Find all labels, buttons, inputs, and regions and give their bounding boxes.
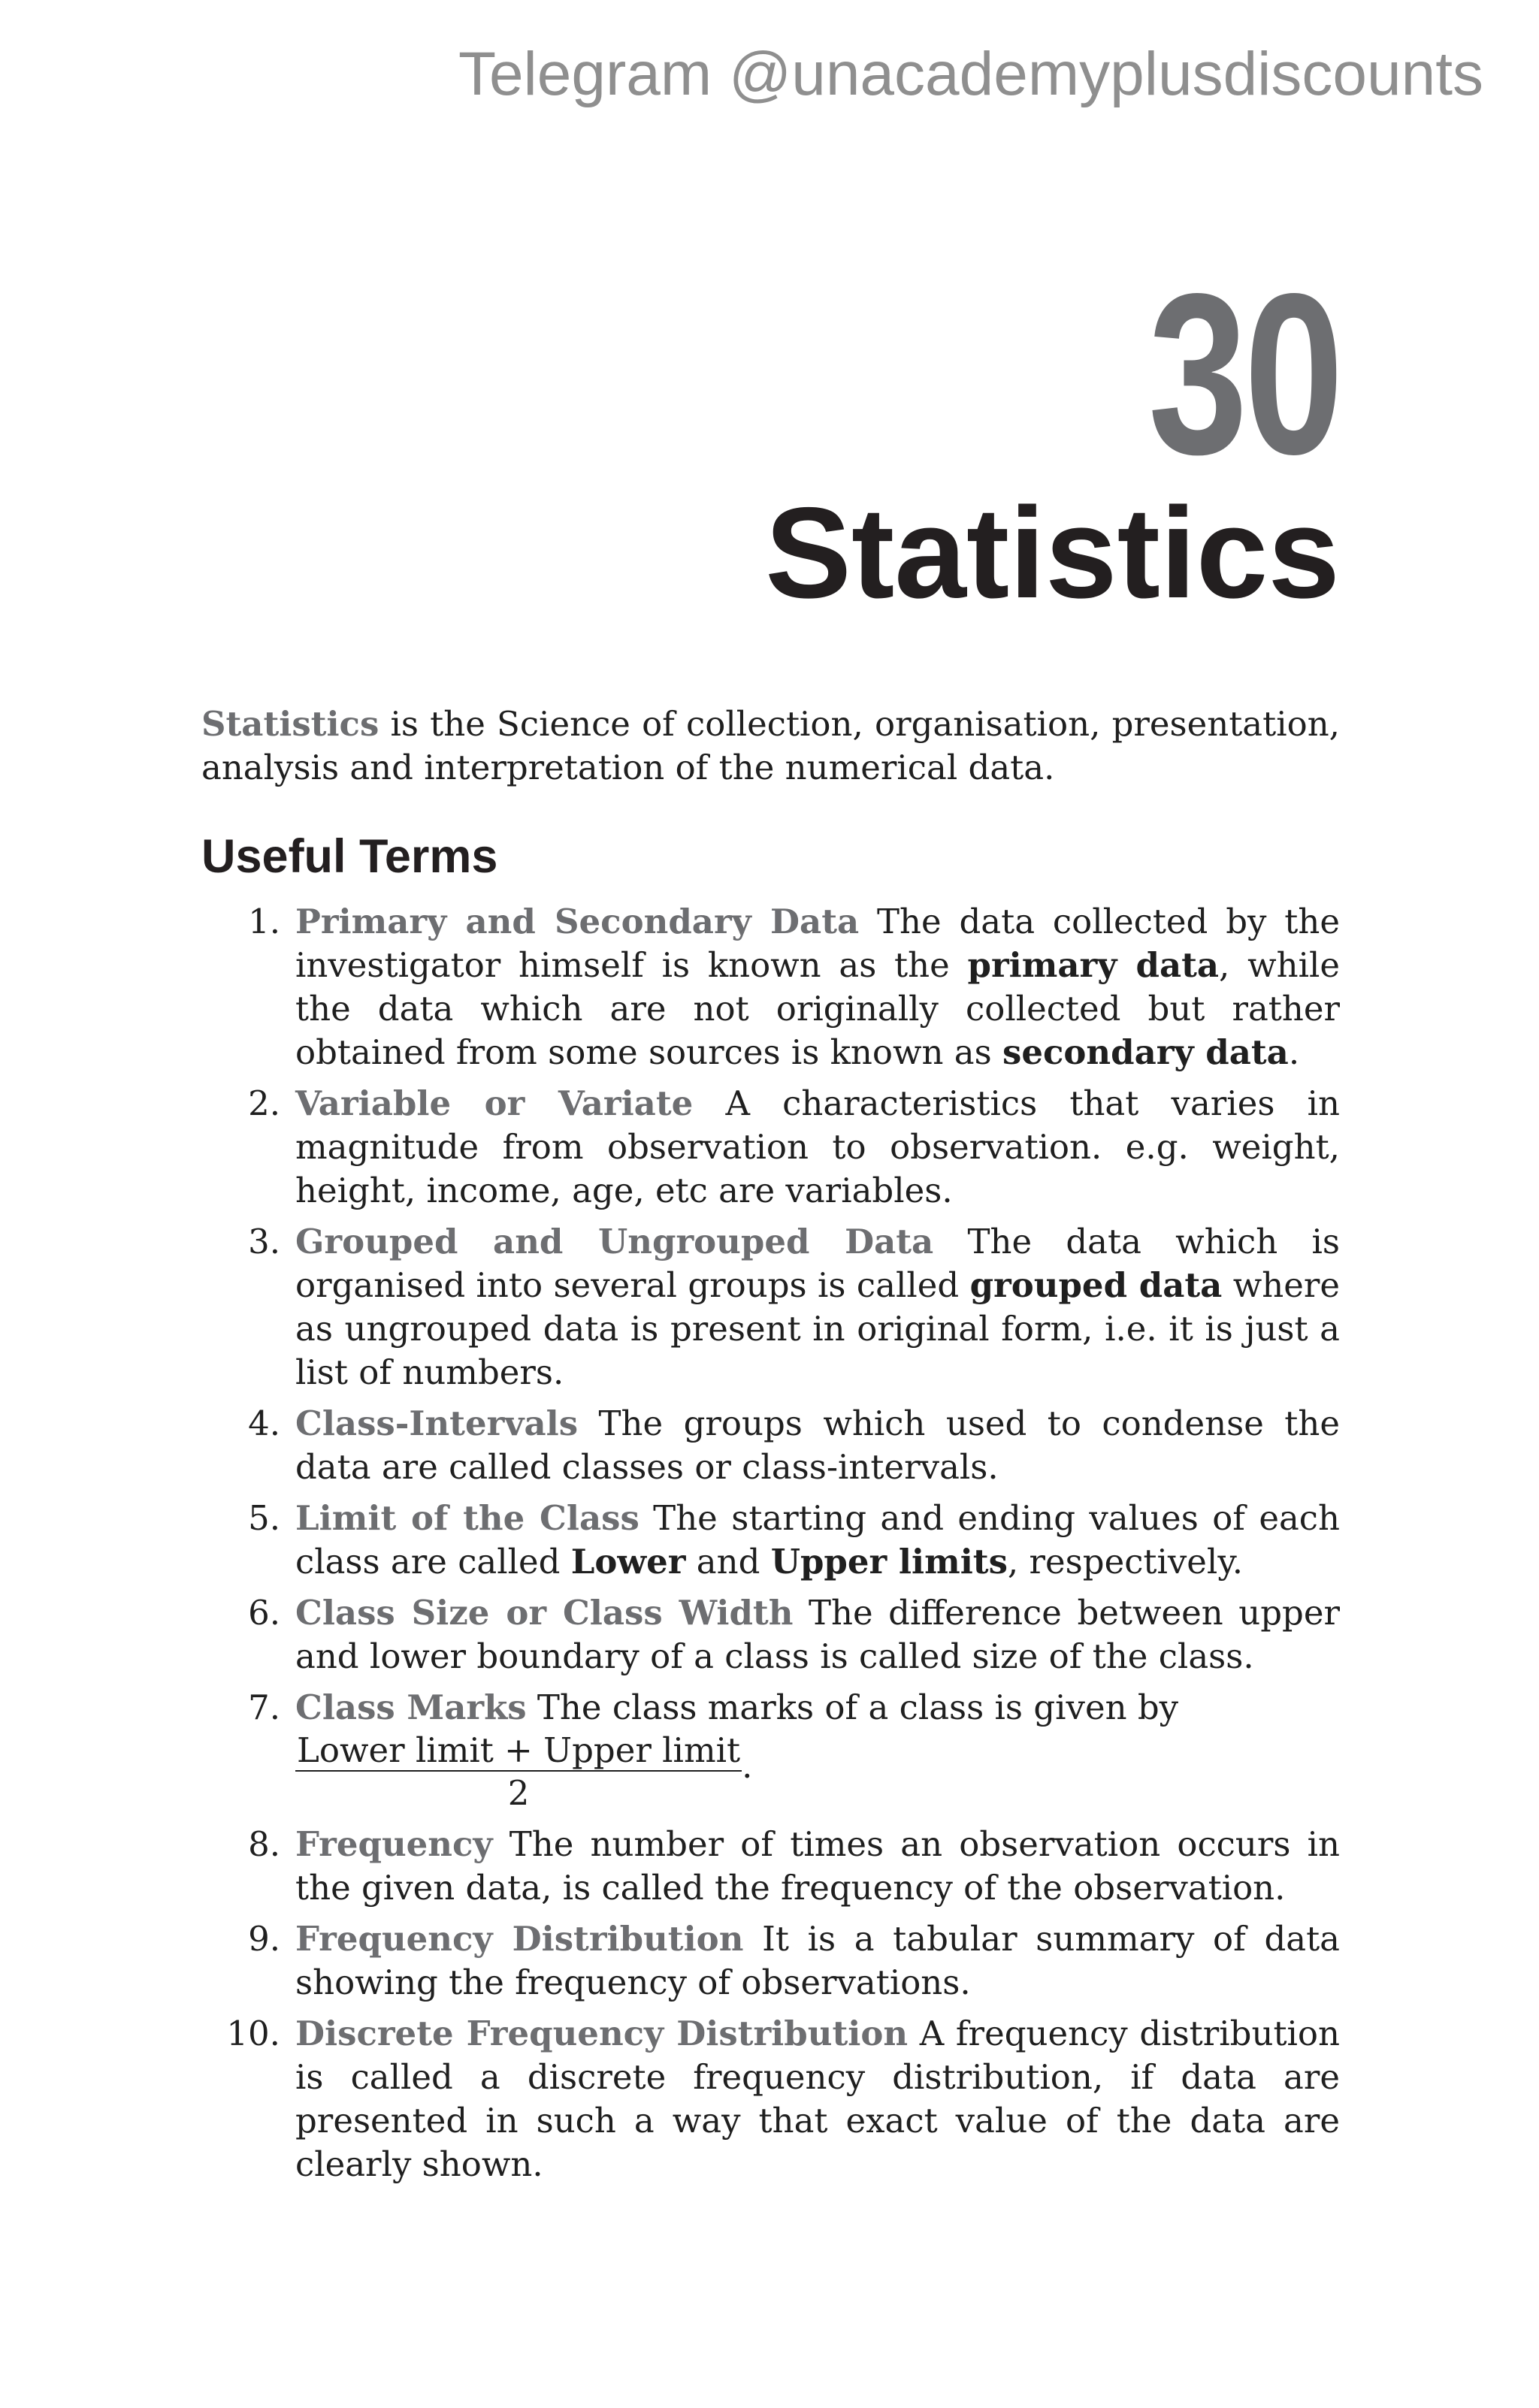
fraction-numerator: Lower limit + Upper limit (297, 1730, 741, 1770)
item-bold-text: primary data (967, 945, 1220, 985)
list-item (201, 1220, 1340, 1394)
item-term: Frequency Distribution (295, 1919, 744, 1959)
item-term: Variable or Variate (295, 1083, 694, 1123)
item-text: and (685, 1542, 771, 1582)
item-bold-text: secondary data (1002, 1032, 1289, 1072)
watermark: Telegram @unacademyplusdiscounts (458, 40, 1483, 108)
chapter-title: Statistics (765, 481, 1340, 625)
item-number: 1. (248, 902, 280, 941)
list-item (201, 1497, 1340, 1584)
item-bold-text: Lower (570, 1542, 686, 1582)
item-text: The number of times an observation occurs in the given data, is called the frequency of the observation. (295, 1824, 1340, 1908)
item-number: 8. (248, 1824, 280, 1864)
item-text: The class marks of a class is given by (526, 1687, 1179, 1727)
item-text: , respectively. (1007, 1542, 1244, 1582)
item-term: Grouped and Ungrouped Data (295, 1222, 934, 1261)
item-term: Class Marks (295, 1687, 527, 1727)
item-number: 5. (248, 1498, 280, 1538)
item-text: The difference between upper and lower boundary of a class is called size of the class. (295, 1593, 1341, 1676)
list-item (201, 1917, 1340, 2005)
item-term: Frequency (295, 1824, 493, 1864)
item-number: 3. (248, 1222, 280, 1261)
item-number: 9. (248, 1919, 280, 1959)
page-content (201, 702, 1340, 2194)
list-item (201, 2012, 1340, 2186)
item-text: , while the data which are not originally collected but rather obtained from some sources is known as (295, 945, 1340, 1072)
item-term: Class-Intervals (295, 1403, 579, 1443)
item-text: where as ungrouped data is present in original form, i.e. it is just a list of numbers. (295, 1265, 1341, 1392)
chapter-number: 30 (1147, 246, 1340, 502)
item-text: The starting and ending values of each class are called (295, 1498, 1340, 1582)
item-number: 6. (248, 1593, 280, 1633)
item-number: 2. (248, 1083, 280, 1123)
class-mark-formula (295, 1730, 1340, 1815)
formula-end: . (742, 1746, 753, 1786)
item-bold-text: grouped data (969, 1265, 1223, 1305)
terms-list (201, 900, 1340, 2186)
item-number: 7. (248, 1687, 280, 1727)
intro-text: is the Science of collection, organisation, presentation, analysis and interpretation of the numerical data. (201, 704, 1340, 787)
item-number: 4. (248, 1403, 280, 1443)
fraction-denominator: 2 (507, 1773, 530, 1813)
item-term: Primary and Secondary Data (295, 902, 860, 941)
item-term: Class Size or Class Width (295, 1593, 794, 1633)
list-item (201, 1823, 1340, 1910)
item-text: . (1288, 1032, 1300, 1072)
fraction (295, 1731, 742, 1815)
item-text: The groups which used to condense the data are called classes or class-intervals. (295, 1403, 1340, 1487)
item-text: The data collected by the investigator himself is known as the (295, 902, 1340, 985)
item-text: A characteristics that varies in magnitude from observation to observation. e.g. weight, height, income, age, etc are variables. (295, 1083, 1340, 1210)
list-item (201, 1591, 1340, 1678)
item-text: The data which is organised into several groups is called (295, 1222, 1340, 1305)
item-number: 10. (226, 2014, 280, 2053)
item-term: Limit of the Class (295, 1498, 639, 1538)
item-text: It is a tabular summary of data showing the frequency of observations. (295, 1919, 1340, 2002)
list-item (201, 900, 1340, 1074)
item-term: Discrete Frequency Distribution (295, 2014, 909, 2053)
list-item (201, 1082, 1340, 1213)
item-bold-text: Upper limits (770, 1542, 1008, 1582)
intro-term: Statistics (201, 704, 379, 744)
intro-paragraph (201, 702, 1340, 790)
list-item (201, 1686, 1340, 1815)
list-item (201, 1402, 1340, 1489)
item-text: A frequency distribution is called a discrete frequency distribution, if data are presented in such a way that exact value of the data are clearly shown. (295, 2014, 1340, 2184)
section-heading: Useful Terms (201, 830, 498, 883)
